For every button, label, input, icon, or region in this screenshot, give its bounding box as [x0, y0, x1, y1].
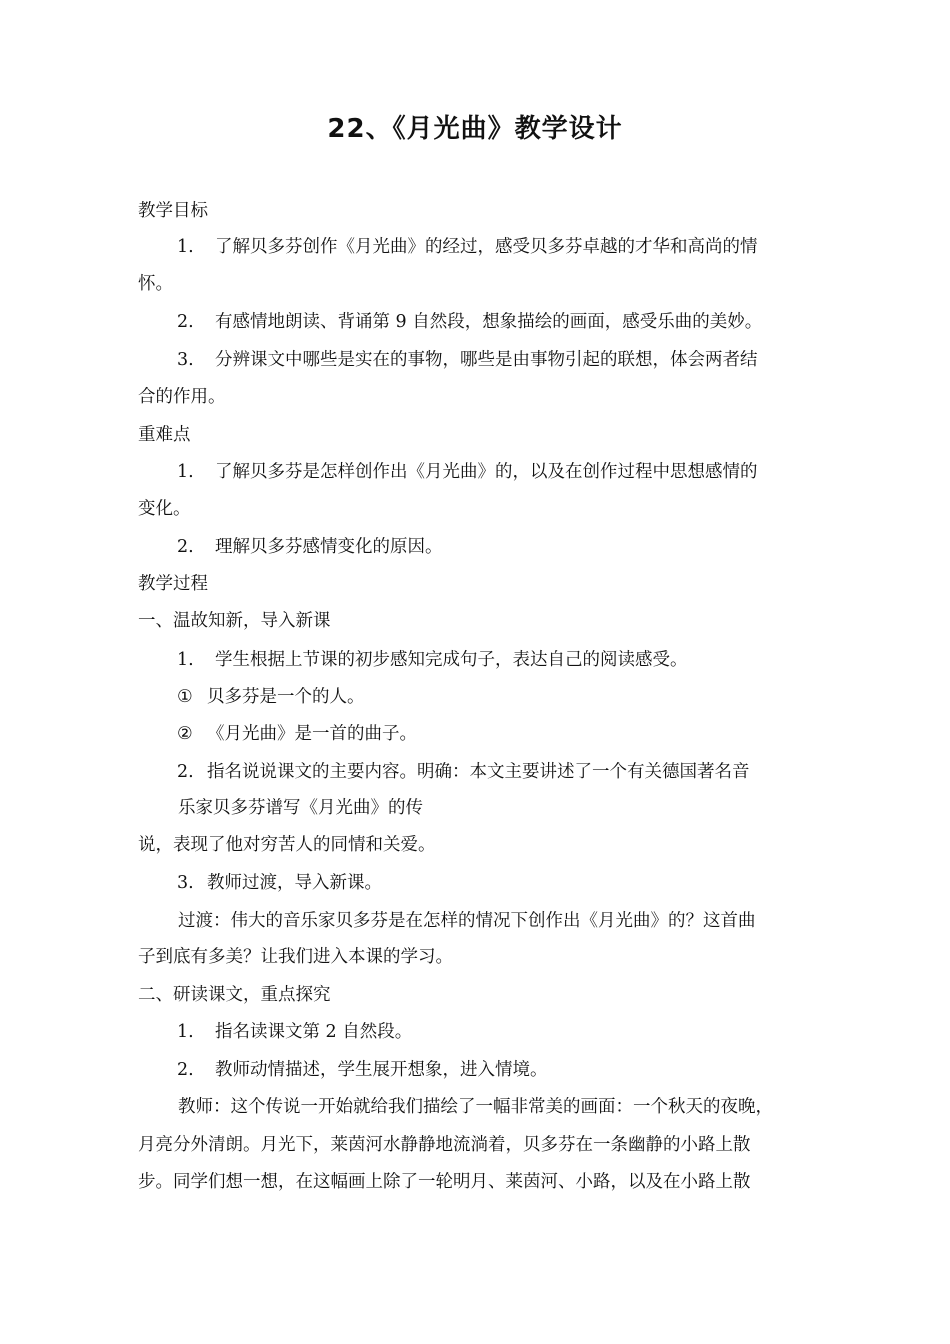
goal-1-text: 了解贝多芬创作《月光曲》的经过，感受贝多芬卓越的才华和高尚的情: [215, 237, 758, 257]
step-1-item-2-line-3: 说，表现了他对穷苦人的同情和关爱。: [138, 835, 436, 855]
step-2-item-2-text: 教师动情描述，学生展开想象，进入情境。: [215, 1060, 548, 1080]
goal-3-number: 3.: [177, 350, 194, 370]
step-1-item-2-text: 指名说说课文的主要内容。明确：本文主要讲述了一个有关德国著名音: [207, 762, 750, 782]
step-1-item-3-text: 教师过渡，导入新课。: [207, 873, 382, 893]
step-1-item-3-number: 3.: [177, 873, 194, 893]
step-1-item-2-line-1: [177, 760, 750, 784]
key-2-text: 理解贝多芬感情变化的原因。: [215, 537, 443, 557]
goal-1-line-2: 怀。: [138, 274, 173, 294]
step-1-choice-2-text: 《月光曲》是一首的曲子。: [207, 724, 417, 744]
step-1-item-2-number: 2.: [177, 762, 194, 782]
step-1-choice-1-text: 贝多芬是一个的人。: [207, 687, 365, 707]
goal-2: [177, 310, 762, 334]
transition-line-2: 子到底有多美？让我们进入本课的学习。: [138, 947, 453, 967]
goal-3-text: 分辨课文中哪些是实在的事物，哪些是由事物引起的联想，体会两者结: [215, 350, 758, 370]
step-2-item-1-number: 1.: [177, 1022, 194, 1042]
key-1-number: 1.: [177, 462, 194, 482]
key-1-line-1: [177, 460, 758, 484]
step-1-item-1-text: 学生根据上节课的初步感知完成句子，表达自己的阅读感受。: [215, 650, 688, 670]
step-1-item-3: [177, 871, 382, 895]
step-1-choice-1: [177, 685, 365, 709]
document-title: 22、《月光曲》教学设计: [327, 114, 623, 144]
step-1-heading: 一、温故知新，导入新课: [138, 611, 331, 631]
step-2-item-1-text: 指名读课文第 2 自然段。: [215, 1022, 413, 1042]
teacher-line-1: 教师：这个传说一开始就给我们描绘了一幅非常美的画面：一个秋天的夜晚，: [178, 1097, 773, 1117]
step-2-item-1: [177, 1020, 412, 1044]
goal-1-number: 1.: [177, 237, 194, 257]
teacher-line-3: 步。同学们想一想，在这幅画上除了一轮明月、莱茵河、小路，以及在小路上散: [138, 1172, 751, 1192]
transition-line-1: 过渡：伟大的音乐家贝多芬是在怎样的情况下创作出《月光曲》的？这首曲: [178, 911, 756, 931]
goal-2-number: 2.: [177, 312, 194, 332]
key-points-heading: 重难点: [138, 425, 191, 445]
goal-2-text: 有感情地朗读、背诵第 9 自然段，想象描绘的画面，感受乐曲的美妙。: [215, 312, 763, 332]
step-1-item-2-line-2: 乐家贝多芬谱写《月光曲》的传: [178, 798, 423, 818]
key-2: [177, 535, 443, 559]
process-heading: 教学过程: [138, 574, 208, 594]
teacher-line-2: 月亮分外清朗。月光下，莱茵河水静静地流淌着，贝多芬在一条幽静的小路上散: [138, 1135, 751, 1155]
step-2-item-2-number: 2.: [177, 1060, 194, 1080]
step-2-item-2: [177, 1058, 548, 1082]
step-2-heading: 二、研读课文，重点探究: [138, 985, 331, 1005]
key-2-number: 2.: [177, 537, 194, 557]
goals-heading: 教学目标: [138, 201, 208, 221]
step-1-item-1: [177, 648, 688, 672]
key-1-line-2: 变化。: [138, 499, 191, 519]
goal-3-line-2: 合的作用。: [138, 387, 226, 407]
circled-two-marker: ②: [177, 724, 193, 744]
goal-3-line-1: [177, 348, 758, 372]
step-1-choice-2: [177, 722, 417, 746]
goal-1-line-1: [177, 235, 758, 259]
circled-one-marker: ①: [177, 687, 193, 707]
step-1-item-1-number: 1.: [177, 650, 194, 670]
key-1-text: 了解贝多芬是怎样创作出《月光曲》的，以及在创作过程中思想感情的: [215, 462, 758, 482]
